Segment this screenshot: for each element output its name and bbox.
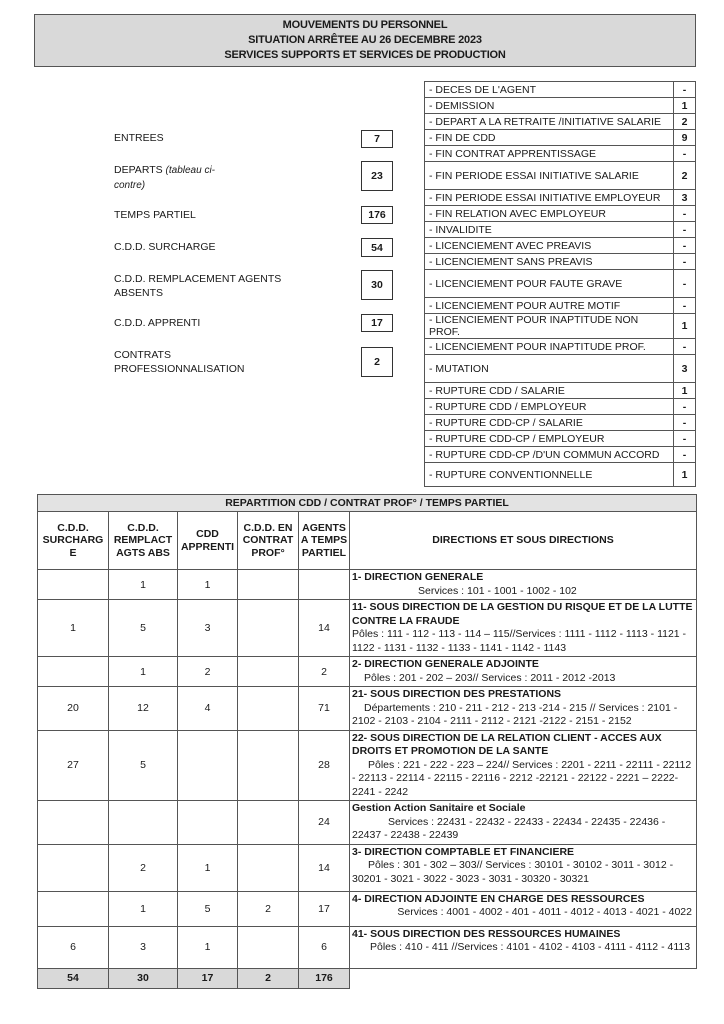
- departure-count: -: [674, 415, 696, 431]
- summary-label: ENTREES: [114, 132, 164, 144]
- cell-contrat-prof: [238, 600, 299, 657]
- departure-count: -: [674, 399, 696, 415]
- departure-row: [425, 82, 696, 98]
- total-blank-cell: [350, 968, 697, 988]
- departure-label: - RUPTURE CDD-CP /D'UN COMMUN ACCORD: [425, 447, 674, 463]
- departure-label: - DEPART A LA RETRAITE /INITIATIVE SALARIE: [425, 114, 674, 130]
- cell-remplact: 12: [109, 687, 178, 731]
- summary-label: CONTRATS PROFESSIONNALISATION: [114, 349, 245, 375]
- col-header-directions: DIRECTIONS ET SOUS DIRECTIONS: [350, 512, 697, 570]
- cell-temps-partiel: 28: [299, 730, 350, 801]
- summary-label: C.D.D. REMPLACEMENT AGENTS ABSENTS: [114, 273, 282, 299]
- departure-row: [425, 383, 696, 399]
- departs-note: (tableau ci-contre): [114, 165, 216, 191]
- cell-remplact: 1: [109, 570, 178, 600]
- cell-remplact: 5: [109, 730, 178, 801]
- summary-value: 30: [361, 270, 393, 300]
- departure-count: 1: [674, 98, 696, 114]
- departure-count: -: [674, 339, 696, 355]
- cell-surcharge: [38, 657, 109, 687]
- departure-count: 1: [674, 383, 696, 399]
- departure-count: -: [674, 82, 696, 98]
- departure-row: [425, 339, 696, 355]
- cell-apprenti: 4: [178, 687, 238, 731]
- cell-direction: [350, 657, 697, 687]
- cell-surcharge: 20: [38, 687, 109, 731]
- cell-surcharge: [38, 801, 109, 845]
- repartition-caption: REPARTITION CDD / CONTRAT PROF° / TEMPS PARTIEL: [38, 495, 697, 512]
- cell-apprenti: 1: [178, 926, 238, 968]
- direction-title: 21- SOUS DIRECTION DES PRESTATIONS: [352, 688, 562, 700]
- total-apprenti: 17: [178, 968, 238, 988]
- header-date: SITUATION ARRÊTEE AU 26 DECEMBRE 2023: [248, 34, 482, 46]
- direction-title: 3- DIRECTION COMPTABLE ET FINANCIERE: [352, 845, 575, 858]
- cell-direction: [350, 801, 697, 845]
- departure-label: - DEMISSION: [425, 98, 674, 114]
- header-title: MOUVEMENTS DU PERSONNEL: [282, 19, 448, 31]
- departure-label: - FIN DE CDD: [425, 130, 674, 146]
- departure-row: [425, 447, 696, 463]
- departure-label: - RUPTURE CDD-CP / EMPLOYEUR: [425, 431, 674, 447]
- cell-contrat-prof: [238, 730, 299, 801]
- direction-title: 4- DIRECTION ADJOINTE EN CHARGE DES RESSOURCES: [352, 892, 645, 905]
- table-row: [38, 844, 697, 891]
- departure-label: - RUPTURE CDD / SALARIE: [425, 383, 674, 399]
- summary-label: [114, 163, 224, 193]
- summary-value: 23: [361, 161, 393, 191]
- cell-surcharge: [38, 570, 109, 600]
- departure-count: 2: [674, 114, 696, 130]
- departure-count: -: [674, 206, 696, 222]
- summary-label: C.D.D. APPRENTI: [114, 317, 201, 329]
- departure-row: [425, 355, 696, 383]
- col-header-remplact: C.D.D. REMPLACT AGTS ABS: [109, 512, 178, 570]
- departure-label: - FIN PERIODE ESSAI INITIATIVE SALARIE: [425, 162, 674, 190]
- cell-apprenti: 1: [178, 844, 238, 891]
- departure-count: -: [674, 298, 696, 314]
- cell-direction: [350, 926, 697, 968]
- departure-count: -: [674, 254, 696, 270]
- repartition-caption-row: [38, 495, 697, 512]
- cell-apprenti: 2: [178, 657, 238, 687]
- direction-title: 22- SOUS DIRECTION DE LA RELATION CLIENT - ACCES AUX DROITS ET PROMOTION DE LA SANTE: [352, 731, 662, 757]
- direction-title: 1- DIRECTION GENERALE: [352, 571, 484, 583]
- table-row: [38, 891, 697, 926]
- departure-label: - LICENCIEMENT POUR FAUTE GRAVE: [425, 270, 674, 298]
- departure-row: [425, 431, 696, 447]
- departure-label: - RUPTURE CDD-CP / SALARIE: [425, 415, 674, 431]
- cell-contrat-prof: [238, 657, 299, 687]
- departure-label: - FIN CONTRAT APPRENTISSAGE: [425, 146, 674, 162]
- cell-apprenti: [178, 730, 238, 801]
- cell-direction: [350, 730, 697, 801]
- cell-remplact: 1: [109, 891, 178, 926]
- summary-label: TEMPS PARTIEL: [114, 209, 196, 221]
- departure-count: -: [674, 222, 696, 238]
- col-header-contrat-prof: C.D.D. EN CONTRAT PROF°: [238, 512, 299, 570]
- departure-count: 3: [674, 190, 696, 206]
- departure-count: -: [674, 238, 696, 254]
- table-row: [38, 926, 697, 968]
- col-header-apprenti: CDD APPRENTI: [178, 512, 238, 570]
- cell-contrat-prof: [238, 926, 299, 968]
- repartition-header-row: [38, 512, 697, 570]
- direction-services: Pôles : 301 - 302 – 303// Services : 30101 - 30102 - 3011 - 3012 - 30201 - 3021 - 3022 - 3023 - 3031 - 30320 - 30321: [352, 859, 674, 885]
- cell-remplact: 5: [109, 600, 178, 657]
- summary-value: 54: [361, 238, 393, 257]
- departure-row: [425, 222, 696, 238]
- cell-surcharge: 27: [38, 730, 109, 801]
- totals-row: [38, 968, 697, 988]
- departure-count: 2: [674, 162, 696, 190]
- cell-apprenti: [178, 801, 238, 845]
- departure-row: [425, 254, 696, 270]
- departure-row: [425, 463, 696, 487]
- cell-direction: [350, 687, 697, 731]
- direction-services: Pôles : 221 - 222 - 223 – 224// Services : 2201 - 2211 - 22111 - 22112 - 22113 - 22114 - 22115 - 22116 - 2212 -22121 - 22122 - 2221 – 2222- 2241 - 2242: [352, 758, 692, 798]
- cell-temps-partiel: 6: [299, 926, 350, 968]
- cell-direction: [350, 891, 697, 926]
- departure-label: - FIN PERIODE ESSAI INITIATIVE EMPLOYEUR: [425, 190, 674, 206]
- departure-count: 1: [674, 463, 696, 487]
- direction-title: 41- SOUS DIRECTION DES RESSOURCES HUMAINES: [352, 927, 621, 940]
- direction-services: Services : 101 - 1001 - 1002 - 102: [418, 584, 577, 597]
- departure-count: -: [674, 447, 696, 463]
- table-row: [38, 657, 697, 687]
- table-row: [38, 730, 697, 801]
- direction-title: Gestion Action Sanitaire et Sociale: [352, 802, 526, 814]
- table-row: [38, 600, 697, 657]
- cell-direction: [350, 600, 697, 657]
- direction-services: Pôles : 111 - 112 - 113 - 114 – 115//Services : 1111 - 1112 - 1113 - 1121 - 1122 - 1131 - 1132 - 1133 - 1141 - 1142 - 1143: [352, 628, 687, 654]
- summary-value: 17: [361, 314, 393, 332]
- departure-label: - LICENCIEMENT POUR INAPTITUDE NON PROF.: [425, 314, 674, 339]
- departure-label: - RUPTURE CONVENTIONNELLE: [425, 463, 674, 487]
- total-surcharge: 54: [38, 968, 109, 988]
- cell-surcharge: [38, 891, 109, 926]
- summary-value: 2: [361, 347, 393, 377]
- departure-count: 1: [674, 314, 696, 339]
- summary-value: 7: [361, 130, 393, 148]
- departure-label: - LICENCIEMENT POUR AUTRE MOTIF: [425, 298, 674, 314]
- cell-remplact: 1: [109, 657, 178, 687]
- cell-remplact: 3: [109, 926, 178, 968]
- cell-temps-partiel: 71: [299, 687, 350, 731]
- total-temps-partiel: 176: [299, 968, 350, 988]
- departure-row: [425, 190, 696, 206]
- total-contrat-prof: 2: [238, 968, 299, 988]
- cell-temps-partiel: 14: [299, 600, 350, 657]
- departure-row: [425, 298, 696, 314]
- cell-temps-partiel: 2: [299, 657, 350, 687]
- cell-remplact: 2: [109, 844, 178, 891]
- cell-contrat-prof: [238, 801, 299, 845]
- direction-services: Services : 22431 - 22432 - 22433 - 22434 - 22435 - 22436 - 22437 - 22438 - 22439: [352, 815, 666, 841]
- cell-surcharge: 1: [38, 600, 109, 657]
- cell-apprenti: 3: [178, 600, 238, 657]
- departure-label: - INVALIDITE: [425, 222, 674, 238]
- departure-label: - FIN RELATION AVEC EMPLOYEUR: [425, 206, 674, 222]
- cell-apprenti: 5: [178, 891, 238, 926]
- cell-surcharge: [38, 844, 109, 891]
- repartition-table: [37, 494, 697, 989]
- cell-temps-partiel: 24: [299, 801, 350, 845]
- cell-apprenti: 1: [178, 570, 238, 600]
- departure-row: [425, 162, 696, 190]
- departure-label: - LICENCIEMENT POUR INAPTITUDE PROF.: [425, 339, 674, 355]
- cell-temps-partiel: 14: [299, 844, 350, 891]
- cell-surcharge: 6: [38, 926, 109, 968]
- departure-count: 9: [674, 130, 696, 146]
- departure-count: -: [674, 270, 696, 298]
- cell-direction: [350, 844, 697, 891]
- direction-title: 11- SOUS DIRECTION DE LA GESTION DU RISQUE ET DE LA LUTTE CONTRE LA FRAUDE: [352, 601, 693, 627]
- departure-label: - MUTATION: [425, 355, 674, 383]
- cell-remplact: [109, 801, 178, 845]
- departure-row: [425, 270, 696, 298]
- header-scope: SERVICES SUPPORTS ET SERVICES DE PRODUCTION: [224, 49, 506, 61]
- cell-contrat-prof: [238, 570, 299, 600]
- table-row: [38, 687, 697, 731]
- departs-label-text: DEPARTS: [114, 164, 163, 176]
- departure-label: - DECES DE L'AGENT: [425, 82, 674, 98]
- departure-count: -: [674, 431, 696, 447]
- direction-services: Départements : 210 - 211 - 212 - 213 -214 - 215 // Services : 2101 - 2102 - 2103 - 2104 - 2111 - 2112 - 2121 -2122 - 2151 - 2152: [352, 701, 678, 727]
- departure-row: [425, 114, 696, 130]
- cell-temps-partiel: 17: [299, 891, 350, 926]
- departure-row: [425, 98, 696, 114]
- document-header: [34, 14, 696, 67]
- table-row: [38, 801, 697, 845]
- direction-title: 2- DIRECTION GENERALE ADJOINTE: [352, 658, 539, 670]
- departure-row: [425, 415, 696, 431]
- cell-direction: [350, 570, 697, 600]
- total-remplact: 30: [109, 968, 178, 988]
- departure-count: 3: [674, 355, 696, 383]
- cell-temps-partiel: [299, 570, 350, 600]
- departure-row: [425, 314, 696, 339]
- summary-label: C.D.D. SURCHARGE: [114, 241, 216, 253]
- col-header-temps-partiel: AGENTS A TEMPS PARTIEL: [299, 512, 350, 570]
- departure-row: [425, 146, 696, 162]
- departures-table: [424, 81, 696, 487]
- departure-label: - LICENCIEMENT AVEC PREAVIS: [425, 238, 674, 254]
- departure-row: [425, 206, 696, 222]
- departure-label: - RUPTURE CDD / EMPLOYEUR: [425, 399, 674, 415]
- cell-contrat-prof: 2: [238, 891, 299, 926]
- departure-row: [425, 238, 696, 254]
- departure-row: [425, 130, 696, 146]
- direction-services: Pôles : 201 - 202 – 203// Services : 2011 - 2012 -2013: [364, 671, 616, 684]
- direction-services: Pôles : 410 - 411 //Services : 4101 - 4102 - 4103 - 4111 - 4112 - 4113: [370, 941, 691, 953]
- col-header-surcharge: C.D.D. SURCHARG E: [38, 512, 109, 570]
- cell-contrat-prof: [238, 844, 299, 891]
- departure-label: - LICENCIEMENT SANS PREAVIS: [425, 254, 674, 270]
- cell-contrat-prof: [238, 687, 299, 731]
- direction-services: Services : 4001 - 4002 - 401 - 4011 - 4012 - 4013 - 4021 - 4022: [397, 906, 692, 918]
- summary-value: 176: [361, 206, 393, 224]
- departure-count: -: [674, 146, 696, 162]
- table-row: [38, 570, 697, 600]
- departure-row: [425, 399, 696, 415]
